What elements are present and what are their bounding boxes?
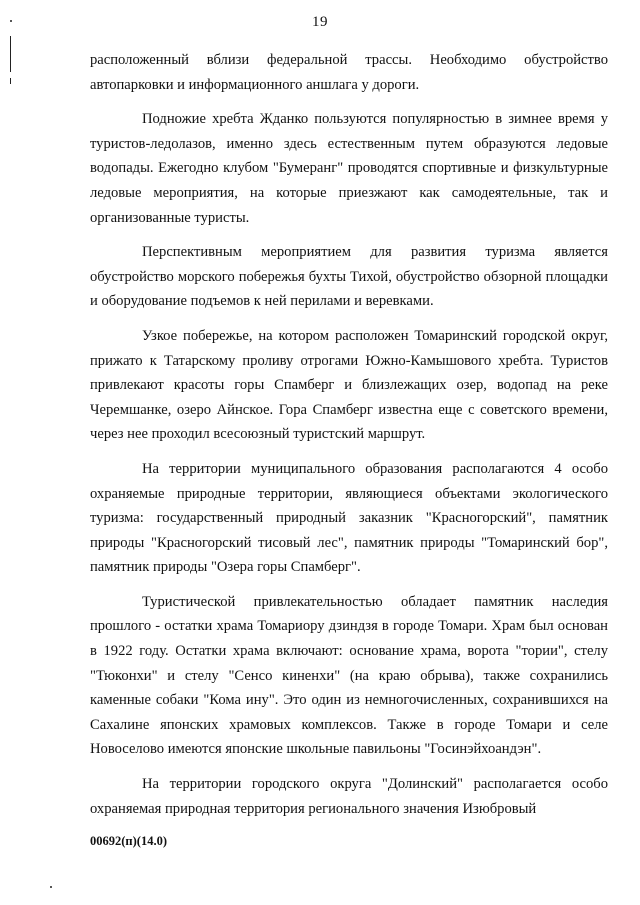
document-body — [90, 48, 608, 831]
paragraph-tikhaya-bay: Перспективным мероприятием для развития туризма является обустройство морского побережья бухты Тихой, обустройство обзорной площадки и оборудование подъемов к ней перилами и веревками. — [90, 244, 608, 310]
scan-margin-tick — [10, 78, 11, 84]
scan-margin-line — [10, 36, 11, 72]
paragraph-protected-areas: На территории муниципального образования располагаются 4 особо охраняемые природные территории, являющиеся объектами экологического туризма: государственный природный заказник "Красногорский", памятник природы "Красногорский тисовый лес", памятник природы "Томаринский бор", памятник природы "Озера горы Спамберг". — [90, 460, 608, 576]
paragraph-dolinsky: На территории городского округа "Долинский" располагается особо охраняемая природная территория регионального значения Изюбровый — [90, 776, 608, 817]
scan-dot-mark — [50, 886, 52, 888]
paragraph-zhdanko-ridge: Подножие хребта Жданко пользуются популярностью в зимнее время у туристов-ледолазов, именно здесь естественным путем образуются ледовые водопады. Ежегодно клубом "Бумеранг" проводятся спортивные и физкультурные ледовые мероприятия, на которые приезжают как самодеятельные, так и организованные туристы. — [90, 111, 608, 226]
paragraph-shrine-remains: Туристической привлекательностью обладает памятник наследия прошлого - остатки храма Томариору дзиндзя в городе Томари. Храм был основан в 1922 году. Остатки храма включают: основание храма, ворота "тории", стелу "Тюконхи" и стелу "Сенсо киненхи" (на краю обрыва), также сохранились каменные собаки "Кома ину". Это один из немногочисленных, сохранившихся на Сахалине японских храмовых комплексов. Также в городе Томари и селе Новоселово имеются японские школьные павильоны "Госинэйхоандэн". — [90, 593, 608, 758]
page-number: 19 — [312, 14, 328, 30]
document-code: 00692(п)(14.0) — [90, 834, 167, 848]
paragraph-tomarinsky-coast: Узкое побережье, на котором расположен Томаринский городской округ, прижато к Татарскому проливу отрогами Южно-Камышового хребта. Туристов привлекают красоты горы Спамберг и близлежащих озер, водопад на реке Черемшанке, озеро Айнское. Гора Спамберг известна еще с советского времени, через нее проходил всесоюзный туристский маршрут. — [90, 327, 608, 443]
paragraph-continuation: расположенный вблизи федеральной трассы. Необходимо обустройство автопарковки и информационного аншлага у дороги. — [90, 52, 608, 93]
